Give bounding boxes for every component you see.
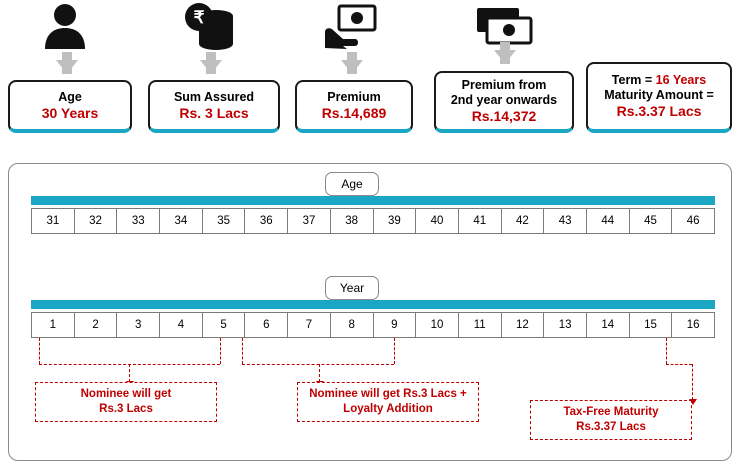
age-cell: 45: [630, 209, 673, 233]
connector-year5-vertical: [220, 338, 221, 364]
nominee-loyalty-line2: Loyalty Addition: [343, 403, 433, 415]
maturity-line1: Tax-Free Maturity: [563, 406, 659, 418]
maturity-amount-value: Rs.3.37 Lacs: [616, 103, 702, 119]
maturity-callout: [530, 400, 692, 440]
nominee-early-callout: [35, 382, 217, 422]
connector-group3-horizontal: [666, 364, 692, 365]
age-cell: 37: [288, 209, 331, 233]
year-cell: 13: [544, 313, 587, 337]
person-icon-svg: [38, 2, 92, 50]
age-pill: Age: [325, 172, 379, 196]
maturity-amount-label: Maturity Amount =: [604, 88, 714, 102]
age-cell: 36: [245, 209, 288, 233]
term-value: 16 Years: [655, 73, 707, 87]
arrow-to-premium-2nd-year-box: [494, 50, 516, 64]
year-cell: 5: [203, 313, 246, 337]
svg-text:₹: ₹: [193, 8, 205, 27]
connector-group2-drop: [319, 364, 320, 382]
arrow-to-age-box: [56, 60, 78, 74]
connector-year14-vertical: [666, 338, 667, 364]
age-cell: 46: [686, 215, 700, 227]
premium-2nd-year-value: Rs.14,372: [471, 107, 537, 124]
year-cell: 11: [459, 313, 502, 337]
year-cell: 12: [502, 313, 545, 337]
maturity-line2: Rs.3.37 Lacs: [576, 421, 646, 433]
arrow-to-premium-box: [341, 60, 363, 74]
premium-box: [295, 80, 413, 133]
year-cell: 16: [686, 319, 700, 331]
year-cell: 7: [288, 313, 331, 337]
term-prefix: Term =: [611, 73, 656, 87]
connector-year6-vertical: [242, 338, 243, 364]
coins-rupee-icon-svg: [182, 2, 240, 52]
nominee-early-line2: Rs.3 Lacs: [99, 403, 153, 415]
year-cell: 8: [331, 313, 374, 337]
year-cell: 6: [245, 313, 288, 337]
age-cell: 43: [544, 209, 587, 233]
connector-year9-vertical: [394, 338, 395, 364]
year-cell: 2: [75, 313, 118, 337]
timeline-panel: [8, 163, 732, 461]
sum-assured-box-value: Rs. 3 Lacs: [179, 104, 249, 121]
nominee-loyalty-line1: Nominee will get Rs.3 Lacs +: [309, 388, 467, 400]
premium-box-value: Rs.14,689: [321, 104, 387, 121]
term-line: [612, 73, 706, 88]
sum-assured-box: [148, 80, 280, 133]
age-cell: 31: [32, 209, 75, 233]
age-strip: [31, 208, 715, 234]
sum-assured-box-label: Sum Assured: [173, 89, 255, 104]
premium-2nd-year-label-line2: 2nd year onwards: [450, 92, 558, 107]
age-cell: 41: [459, 209, 502, 233]
age-cell: 32: [75, 209, 118, 233]
connector-group3-drop: [692, 364, 693, 400]
age-cell: 44: [587, 209, 630, 233]
age-cell: 40: [416, 209, 459, 233]
term-maturity-box: [586, 62, 732, 133]
age-cell: 33: [117, 209, 160, 233]
age-box-value: 30 Years: [41, 104, 99, 121]
person-icon: [30, 2, 100, 55]
nominee-early-line1: Nominee will get: [80, 388, 172, 400]
age-box: [8, 80, 132, 133]
money-hand-icon: [315, 2, 389, 57]
premium-box-label: Premium: [327, 89, 381, 104]
year-cell: 4: [160, 313, 203, 337]
year-cell: 9: [374, 313, 417, 337]
age-teal-bar: [31, 196, 715, 205]
premium-2nd-year-box: [434, 71, 574, 133]
connector-group1-drop: [129, 364, 130, 382]
coins-rupee-icon: [176, 2, 246, 57]
nominee-loyalty-callout: [297, 382, 479, 422]
age-cell: 39: [374, 209, 417, 233]
premium-2nd-year-label-line1: Premium from: [461, 77, 547, 92]
year-strip: [31, 312, 715, 338]
age-cell: 38: [331, 209, 374, 233]
year-cell: 15: [630, 313, 673, 337]
connector-year1-vertical: [39, 338, 40, 364]
money-hand-icon-svg: [321, 2, 383, 52]
year-cell: 1: [32, 313, 75, 337]
arrow-to-sum-assured-box: [200, 60, 222, 74]
year-pill: Year: [325, 276, 379, 300]
age-box-label: Age: [58, 89, 82, 104]
year-cell: 3: [117, 313, 160, 337]
connector-group2-horizontal: [242, 364, 394, 365]
age-cell: 35: [203, 209, 246, 233]
year-teal-bar: [31, 300, 715, 309]
age-cell: 42: [502, 209, 545, 233]
age-cell: 34: [160, 209, 203, 233]
year-cell: 10: [416, 313, 459, 337]
year-cell: 14: [587, 313, 630, 337]
